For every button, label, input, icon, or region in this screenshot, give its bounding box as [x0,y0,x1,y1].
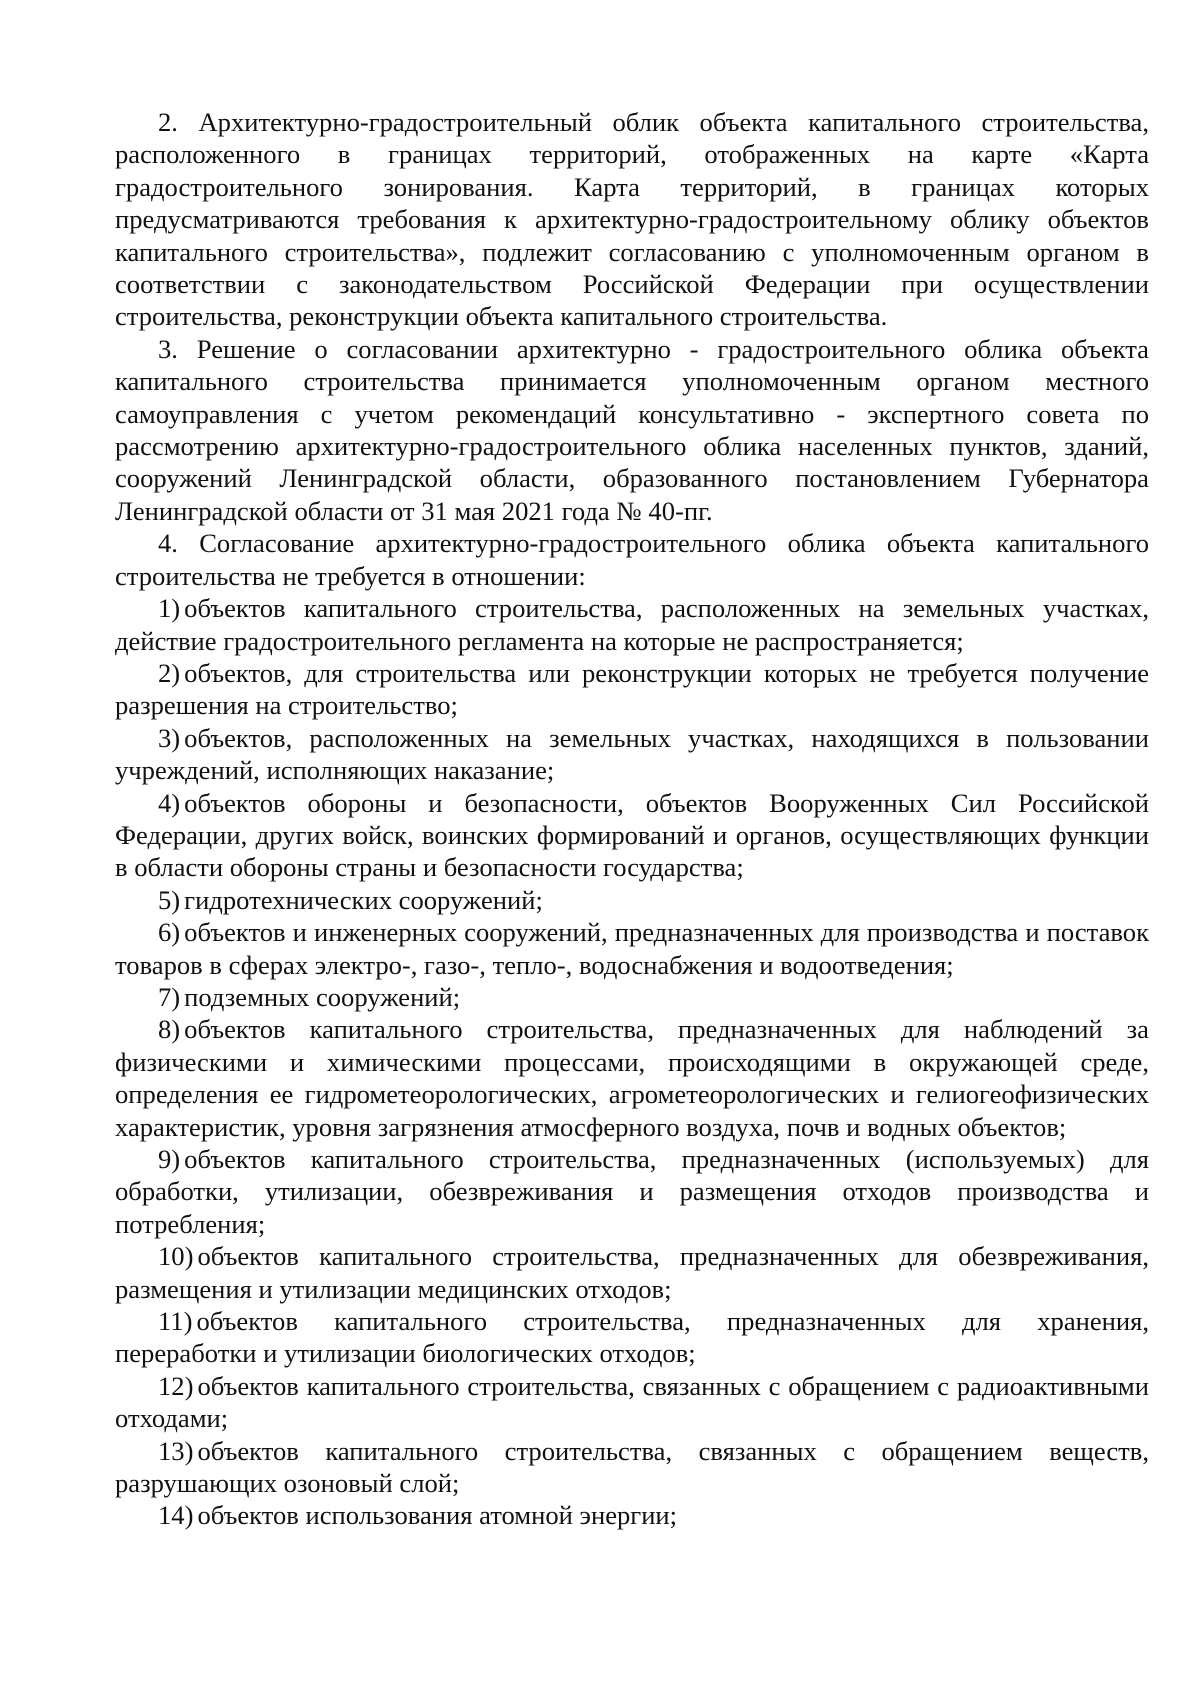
list-item-number: 2) [158,657,181,688]
list-item-number: 10) [158,1241,194,1272]
list-item-number: 6) [158,917,181,948]
list-item [115,1435,1149,1500]
list-item-text: объектов использования атомной энергии; [197,1500,678,1531]
list-item-text: гидротехнических сооружений; [184,884,543,915]
list-item-number: 4) [158,787,181,818]
list-item-text: объектов капитального строительства, связанных с обращением с радиоактивными отходами; [115,1370,1149,1434]
list-item-text: объектов, для строительства или реконструкции которых не требуется получение разрешения на строительство; [115,657,1149,721]
list-item-number: 7) [158,981,181,1012]
list-item-text: объектов капитального строительства, расположенных на земельных участках, действие градостроительного регламента на которые не распространяется; [115,593,1149,656]
list-item [115,787,1149,884]
paragraph-3: 3. Решение о согласовании архитектурно - градостроительного облика объекта капитального строительства принимается уполномоченным органом местного самоуправления с учетом рекомендаций консультативно - экспертного совета по рассмотрению архитектурно-градостроительного облика населенных пунктов, зданий, сооружений Ленинградской области, образованного постановлением Губернатора Ленинградской области от 31 мая 2021 года № 40-пг. [115,333,1149,526]
list-item [115,1499,1149,1531]
list-item-number: 12) [158,1370,194,1401]
list-item [115,981,1149,1013]
list-item-text: объектов, расположенных на земельных участках, находящихся в пользовании учреждений, исполняющих наказание; [115,722,1149,786]
list-item-text: объектов капитального строительства, предназначенных для наблюдений за физическими и химическими процессами, происходящими в окружающей среде, определения ее гидрометеорологических, агрометеорологических и гелиогеофизических характеристик, уровня загрязнения атмосферного воздуха, почв и водных объектов; [115,1014,1149,1142]
paragraph-4: 4. Согласование архитектурно-градостроительного облика объекта капитального строительства не требуется в отношении: [115,528,1149,591]
list-item [115,1305,1149,1370]
list-item-number: 13) [158,1435,194,1466]
list-item-text: объектов капитального строительства, предназначенных для хранения, переработки и утилизации биологических отходов; [115,1306,1149,1369]
list-item-number: 5) [158,884,181,915]
list-item-text: объектов обороны и безопасности, объектов Вооруженных Сил Российской Федерации, других войск, воинских формирований и органов, осуществляющих функции в области обороны страны и безопасности государства; [115,787,1149,883]
list-item [115,657,1149,722]
list-item-number: 14) [158,1500,194,1531]
list-item [115,1013,1149,1143]
document-body [115,106,1149,1532]
list-item-number: 3) [158,722,181,753]
list-item [115,1240,1149,1305]
list-item-text: объектов и инженерных сооружений, предназначенных для производства и поставок товаров в сферах электро-, газо-, тепло-, водоснабжения и водоотведения; [115,917,1149,980]
list-item [115,592,1149,657]
list-item [115,884,1149,916]
list-item-number: 11) [158,1306,193,1337]
list-item-text: объектов капитального строительства, связанных с обращением веществ, разрушающих озоновый слой; [115,1435,1149,1499]
list-item-text: подземных сооружений; [184,981,461,1012]
list-item-number: 1) [158,593,181,624]
list-item-text: объектов капитального строительства, предназначенных (используемых) для обработки, утилизации, обезвреживания и размещения отходов производства и потребления; [115,1144,1149,1239]
list-item-text: объектов капитального строительства, предназначенных для обезвреживания, размещения и утилизации медицинских отходов; [115,1241,1149,1304]
list-item [115,916,1149,981]
list-item [115,1370,1149,1435]
list-item [115,1143,1149,1240]
paragraph-2: 2. Архитектурно-градостроительный облик объекта капитального строительства, расположенного в границах территорий, отображенных на карте «Карта градостроительного зонирования. Карта территорий, в границах которых предусматриваются требования к архитектурно-градостроительному облику объектов капитального строительства», подлежит согласованию с уполномоченным органом в соответствии с законодательством Российской Федерации при осуществлении строительства, реконструкции объекта капитального строительства. [115,107,1149,332]
list-item-number: 9) [158,1144,181,1174]
list-item-number: 8) [158,1014,181,1045]
list-item [115,722,1149,787]
